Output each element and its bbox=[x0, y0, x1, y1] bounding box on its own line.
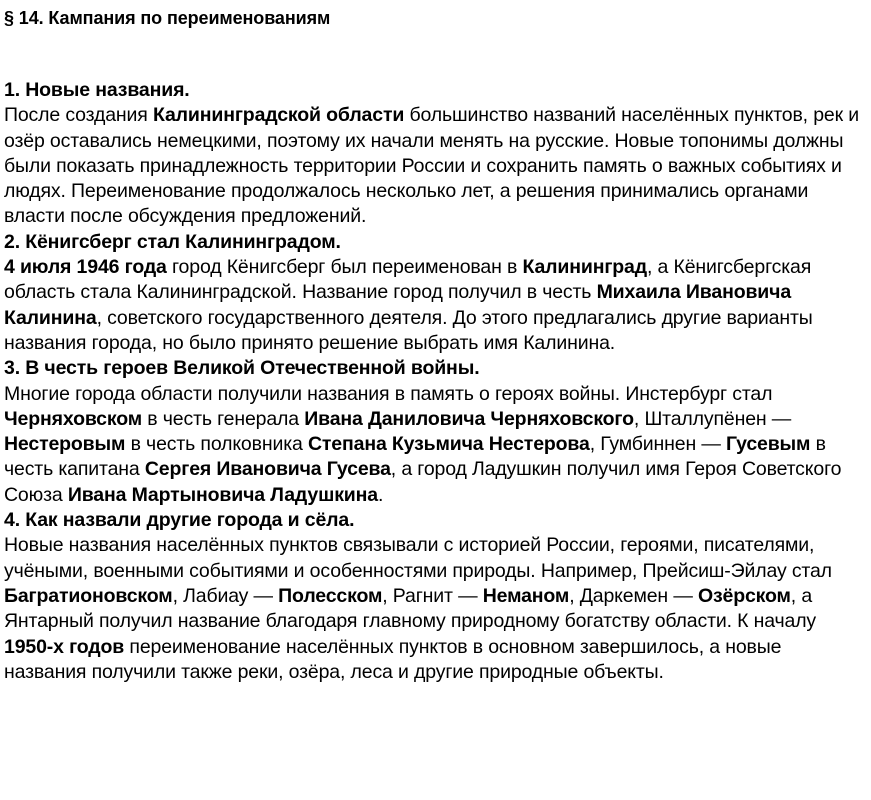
text-run: , советского государственного деятеля. До этого предлагались другие варианты названия города, но было принято решение выбрать имя Калинина. bbox=[4, 306, 813, 354]
section-paragraph bbox=[4, 382, 868, 508]
bold-term: Калининградской области bbox=[152, 104, 405, 127]
section-paragraph bbox=[4, 533, 868, 685]
text-run: , а город Ладушкин получил имя Героя Советского Союза bbox=[4, 458, 842, 506]
text-run: большинство названий населённых пунктов, рек и озёр оставались немецкими, поэтому их начали менять на русские. Новые топонимы должны были показать принадлежность территории России и сохранить память о важных событиях и людях. Переименование продолжалось несколько лет, а решения принимались органами власти после обсуждения предложений. bbox=[4, 104, 859, 228]
bold-term: Калининград bbox=[522, 256, 647, 279]
text-run: Новые названия населённых пунктов связывали с историей России, героями, писателями, учёными, военными событиями и особенностями природы. Например, Прейсиш-Эйлау стал bbox=[4, 534, 832, 582]
bold-term: Сергея Ивановича Гусева bbox=[144, 458, 391, 481]
section-heading: 3. В честь героев Великой Отечественной войны. bbox=[4, 357, 480, 380]
bold-term: 1950-х годов bbox=[4, 635, 125, 658]
section-other-towns bbox=[4, 508, 868, 685]
section-war-heroes bbox=[4, 356, 868, 508]
bold-term: Степана Кузьмича Нестерова bbox=[307, 433, 590, 456]
text-run: , а Янтарный получил название благодаря главному природному богатству области. К началу bbox=[4, 584, 817, 633]
text-run: , а Кёнигсбергская область стала Калининградской. Название город получил в честь bbox=[4, 256, 812, 304]
text-run: Многие города области получили названия в память о героях войны. Инстербург стал bbox=[4, 382, 773, 405]
section-paragraph bbox=[4, 255, 868, 356]
section-heading: 4. Как назвали другие города и сёла. bbox=[4, 509, 355, 532]
text-run: После создания bbox=[4, 104, 153, 127]
bold-term: Озёрском bbox=[697, 584, 791, 607]
text-run: , Гумбиннен — bbox=[589, 433, 726, 456]
section-heading: 2. Кёнигсберг стал Калининградом. bbox=[4, 230, 341, 253]
document-page bbox=[4, 0, 868, 685]
bold-term: Неманом bbox=[482, 584, 570, 607]
bold-term: Черняховском bbox=[4, 407, 143, 430]
text-run: , Лабиау — bbox=[172, 584, 279, 607]
page-title: § 14. Кампания по переименованиям bbox=[4, 8, 331, 28]
bold-term: Михаила Ивановича Калинина bbox=[4, 281, 792, 329]
text-run: в честь полковника bbox=[125, 433, 308, 456]
bold-term: Гусевым bbox=[725, 433, 811, 456]
text-run: в честь капитана bbox=[4, 433, 826, 481]
section-new-names bbox=[4, 78, 868, 230]
text-run: в честь генерала bbox=[142, 407, 305, 430]
section-paragraph bbox=[4, 103, 868, 229]
bold-term: Полесском bbox=[278, 584, 383, 607]
bold-term: Багратионовском bbox=[4, 584, 173, 607]
text-run: , Даркемен — bbox=[569, 584, 698, 607]
section-heading: 1. Новые названия. bbox=[4, 79, 190, 101]
text-run: город Кёнигсберг был переименован в bbox=[166, 256, 523, 279]
text-run: , Шталлупёнен — bbox=[633, 407, 792, 430]
bold-term: 4 июля 1946 года bbox=[4, 256, 167, 279]
bold-term: Ивана Мартыновича Ладушкина bbox=[67, 483, 378, 506]
text-run: , Рагнит — bbox=[382, 584, 483, 607]
text-run: . bbox=[377, 483, 384, 506]
bold-term: Ивана Даниловича Черняховского bbox=[304, 407, 634, 430]
section-konigsberg bbox=[4, 230, 868, 356]
bold-term: Нестеровым bbox=[4, 433, 126, 456]
text-run: переименование населённых пунктов в основном завершилось, а новые названия получили также реки, озёра, леса и другие природные объекты. bbox=[4, 635, 782, 683]
